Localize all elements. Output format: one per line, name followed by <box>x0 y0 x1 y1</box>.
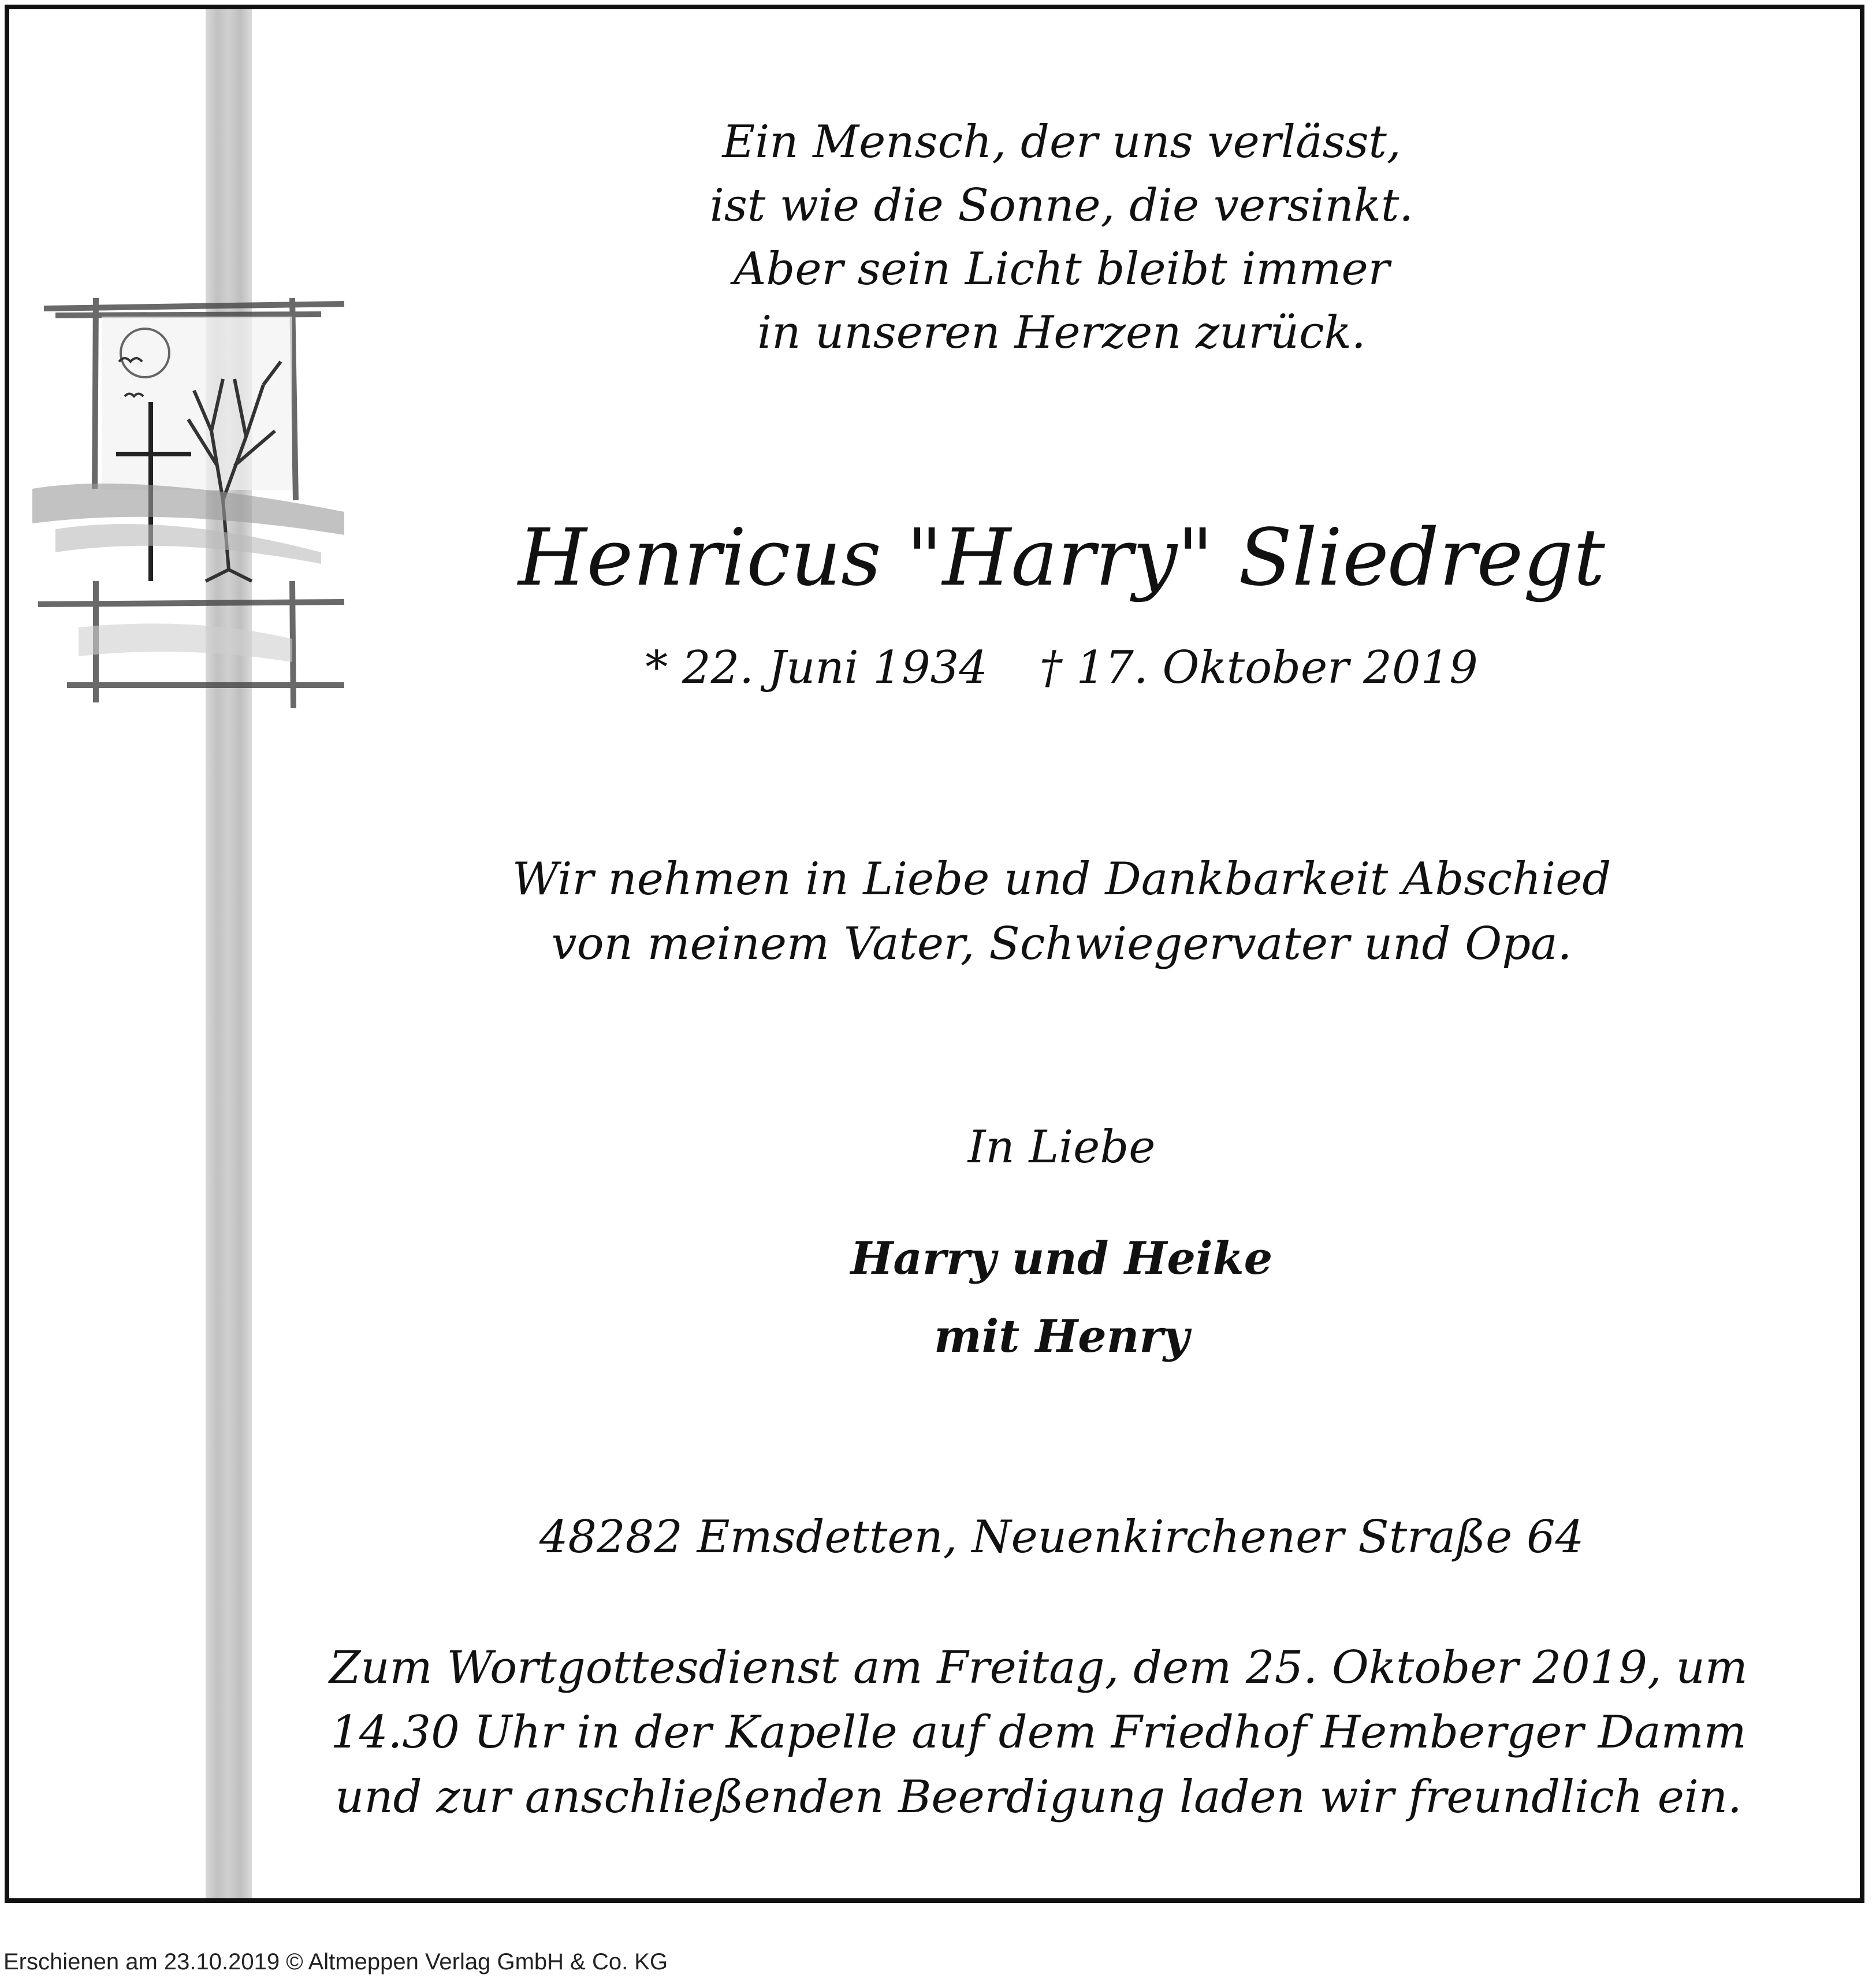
birth-date: * 22. Juni 1934 <box>645 642 988 694</box>
mourners-line: mit Henry <box>934 1310 1189 1363</box>
mourners-names <box>333 1219 1791 1375</box>
poem-line: Ein Mensch, der uns verlässt, <box>722 116 1401 168</box>
invitation-line: und zur anschließenden Beerdigung laden wir freundlich ein. <box>335 1771 1742 1823</box>
invitation-line: 14.30 Uhr in der Kapelle auf dem Friedhof Hemberger Damm <box>330 1706 1747 1758</box>
mourners-address: 48282 Emsdetten, Neuenkirchener Straße 64 <box>539 1511 1584 1563</box>
poem-verse <box>333 110 1791 365</box>
life-dates <box>333 639 1791 697</box>
deceased-name: Henricus "Harry" Sliedregt <box>518 512 1605 604</box>
poem-line: in unseren Herzen zurück. <box>757 307 1366 359</box>
invitation-line: Zum Wortgottesdienst am Freitag, dem 25. Oktober 2019, um <box>329 1642 1748 1694</box>
closing-greeting: In Liebe <box>967 1121 1156 1173</box>
publication-footer: Erschienen am 23.10.2019 © Altmeppen Verlag GmbH & Co. KG <box>3 1949 668 1975</box>
farewell-line: von meinem Vater, Schwiegervater und Opa. <box>551 918 1572 970</box>
obituary-frame <box>5 5 1864 1903</box>
service-invitation <box>263 1635 1814 1830</box>
death-date: † 17. Oktober 2019 <box>1039 642 1478 694</box>
farewell-text <box>333 847 1791 976</box>
tree-cross-sketch-icon <box>21 281 379 754</box>
farewell-line: Wir nehmen in Liebe und Dankbarkeit Abschied <box>512 853 1611 905</box>
poem-line: Aber sein Licht bleibt immer <box>734 243 1390 295</box>
mourners-line: Harry und Heike <box>850 1232 1273 1285</box>
poem-line: ist wie die Sonne, die versinkt. <box>709 180 1414 232</box>
